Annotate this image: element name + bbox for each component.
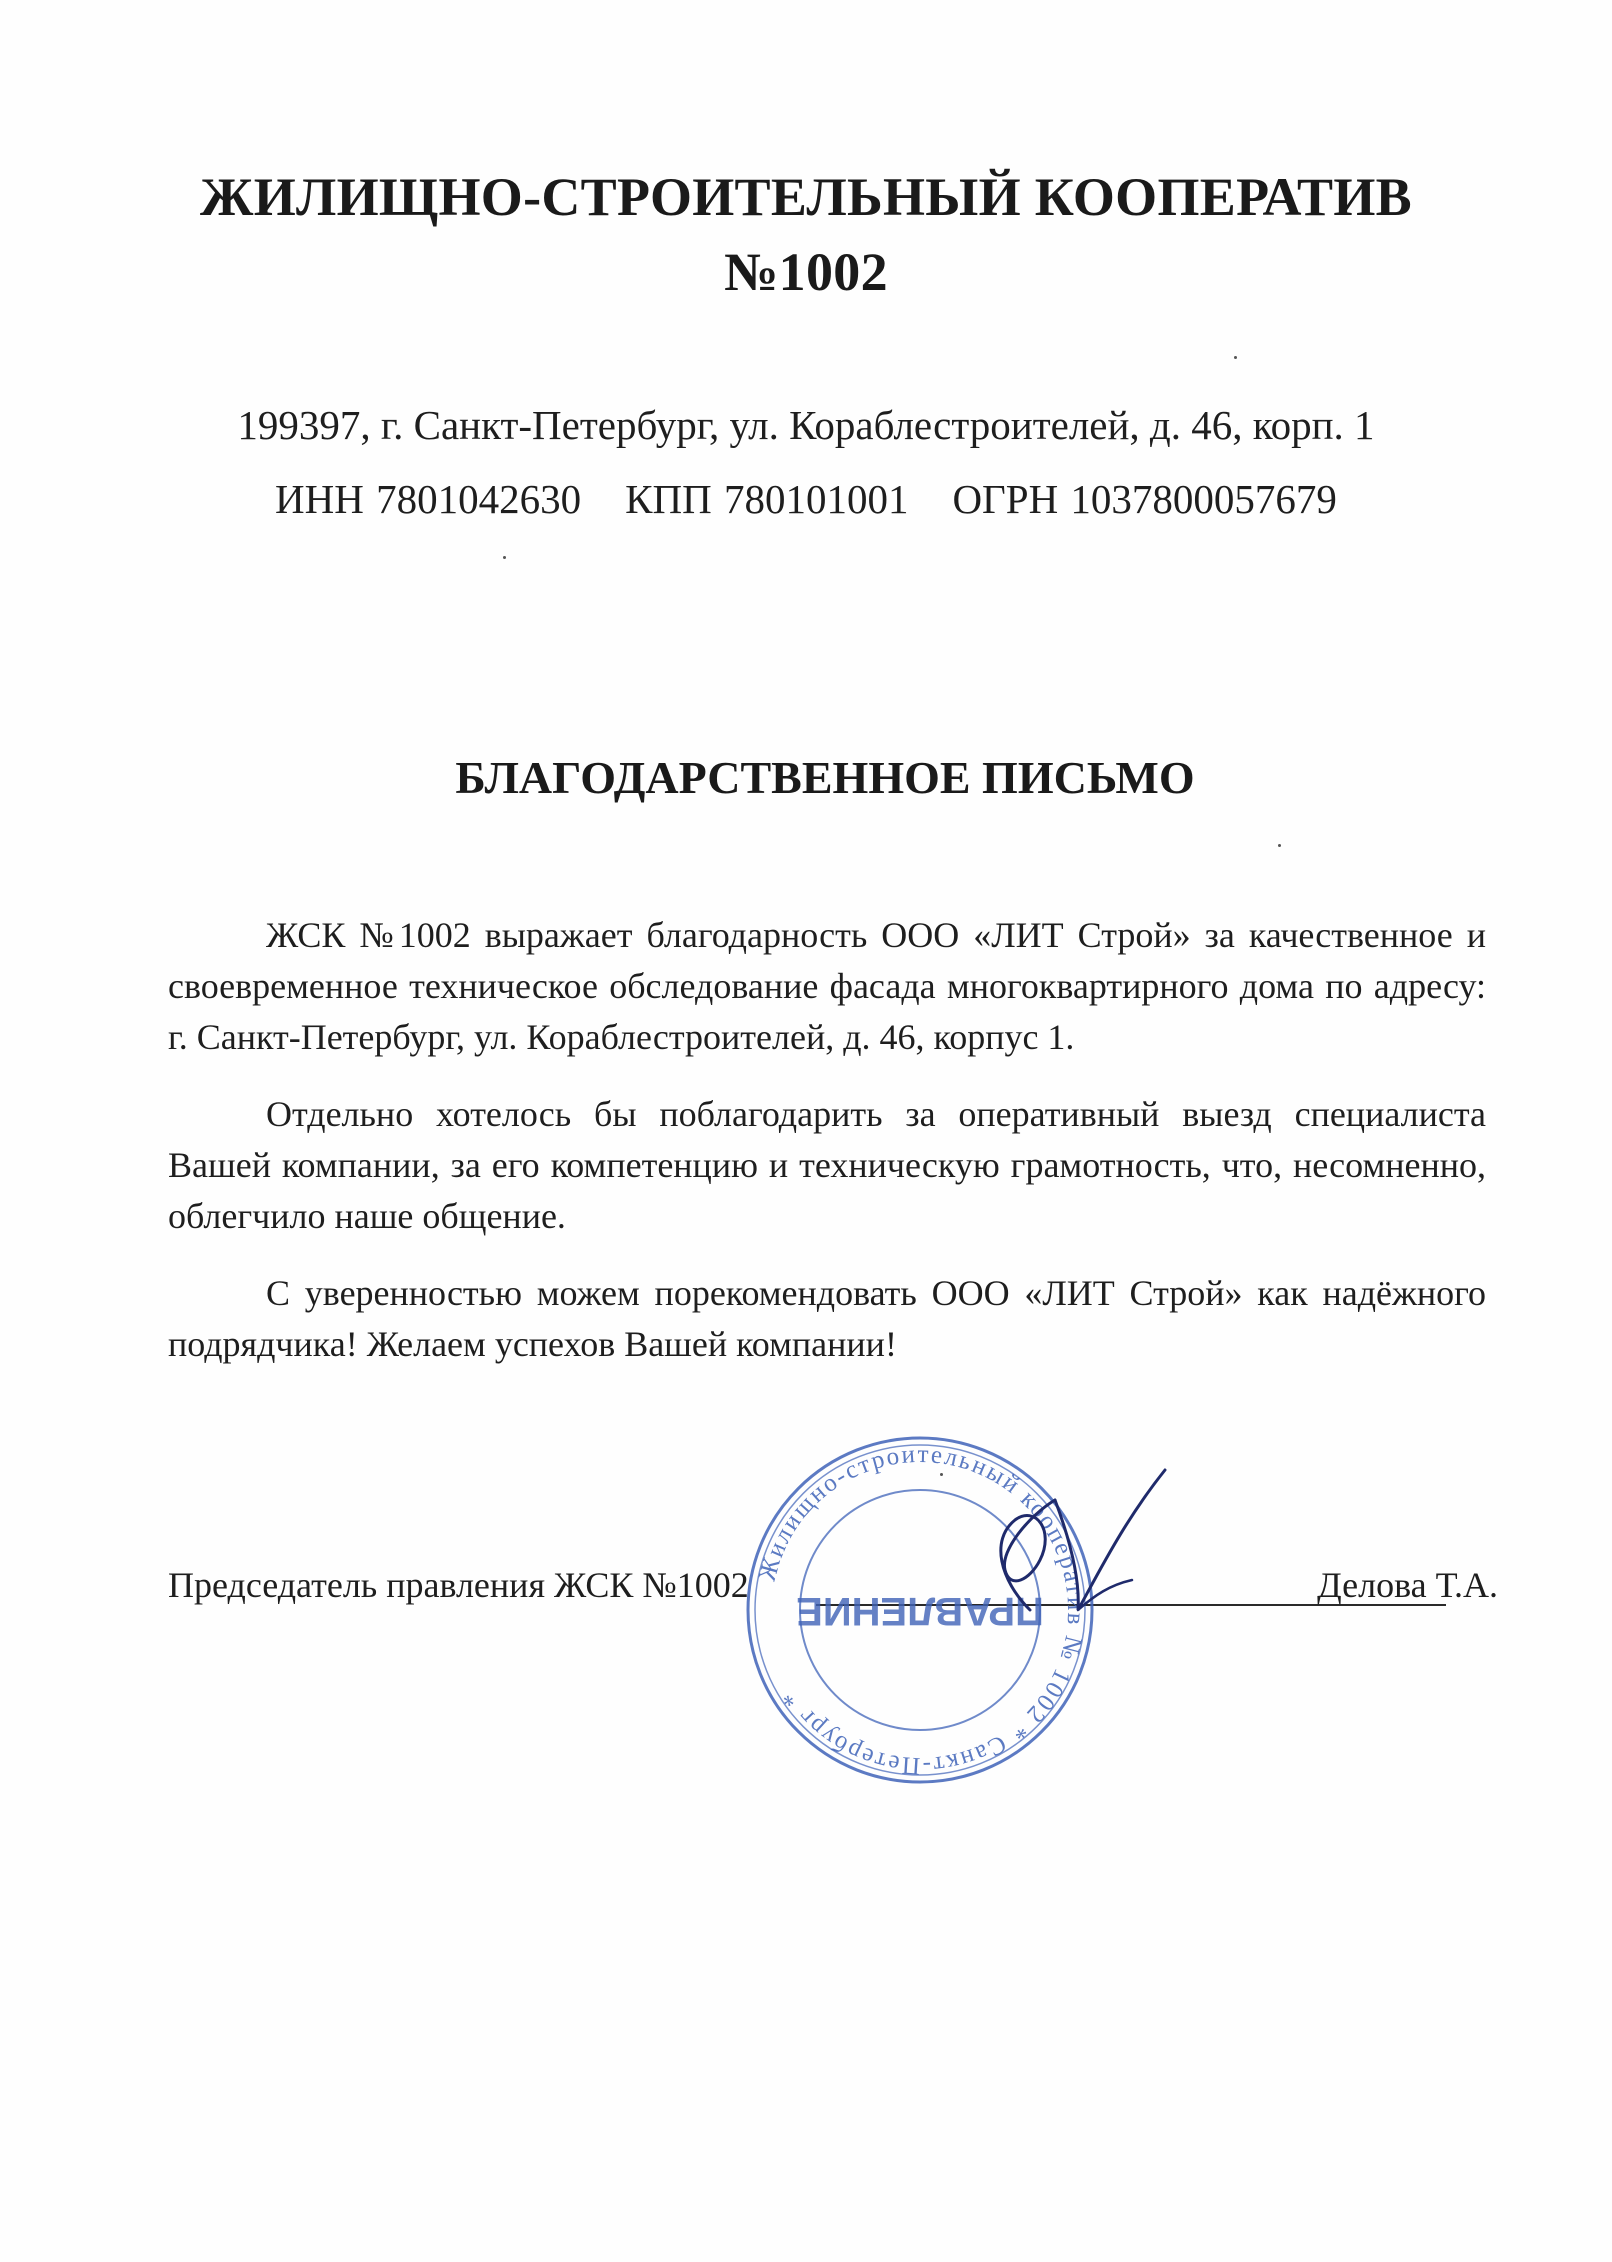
letter-body — [168, 910, 1486, 1396]
letter-paragraph-3: С уверенностью можем порекомендовать ООО «ЛИТ Строй» как надёжного подрядчика! Желаем успехов Вашей компании! — [168, 1273, 1486, 1364]
stamp-center-text: ПРАВЛЕНИЕ — [796, 1589, 1044, 1633]
kpp-value: КПП 780101001 — [625, 476, 909, 522]
scan-speck — [1278, 844, 1281, 847]
letter-title: БЛАГОДАРСТВЕННОЕ ПИСЬМО — [455, 752, 1195, 803]
handwritten-signature — [960, 1460, 1190, 1630]
organization-requisites — [0, 474, 1612, 524]
stamp-outer-text: Жилищно-строительный кооператив № 1002 * Санкт-Петербург * — [753, 1440, 1090, 1780]
scan-speck — [503, 556, 506, 559]
organization-title — [0, 160, 1612, 310]
organization-number: №1002 — [724, 242, 888, 302]
signatory-role: Председатель правления ЖСК №1002 — [168, 1565, 749, 1605]
letter-paragraph-2: Отдельно хотелось бы поблагодарить за оперативный выезд специалиста Вашей компании, за его компетенцию и техническую грамотность, что, несомненно, облегчило наше общение. — [168, 1094, 1486, 1236]
scan-speck — [1234, 356, 1237, 359]
ogrn-value: ОГРН 1037800057679 — [952, 476, 1337, 522]
organization-name: ЖИЛИЩНО-СТРОИТЕЛЬНЫЙ КООПЕРАТИВ — [200, 167, 1412, 227]
inn-value: ИНН 7801042630 — [275, 476, 582, 522]
scan-speck — [940, 1473, 943, 1476]
letter-paragraph-1: ЖСК №1002 выражает благодарность ООО «ЛИТ Строй» за качественное и своевременное техническое обследование фасада многоквартирного дома по адресу: г. Санкт-Петербург, ул. Кораблестроителей, д. 46, корпус 1. — [168, 915, 1486, 1057]
organization-address: 199397, г. Санкт-Петербург, ул. Кораблестроителей, д. 46, корп. 1 — [237, 402, 1375, 448]
signatory-name: Делова Т.А. — [1317, 1565, 1498, 1605]
